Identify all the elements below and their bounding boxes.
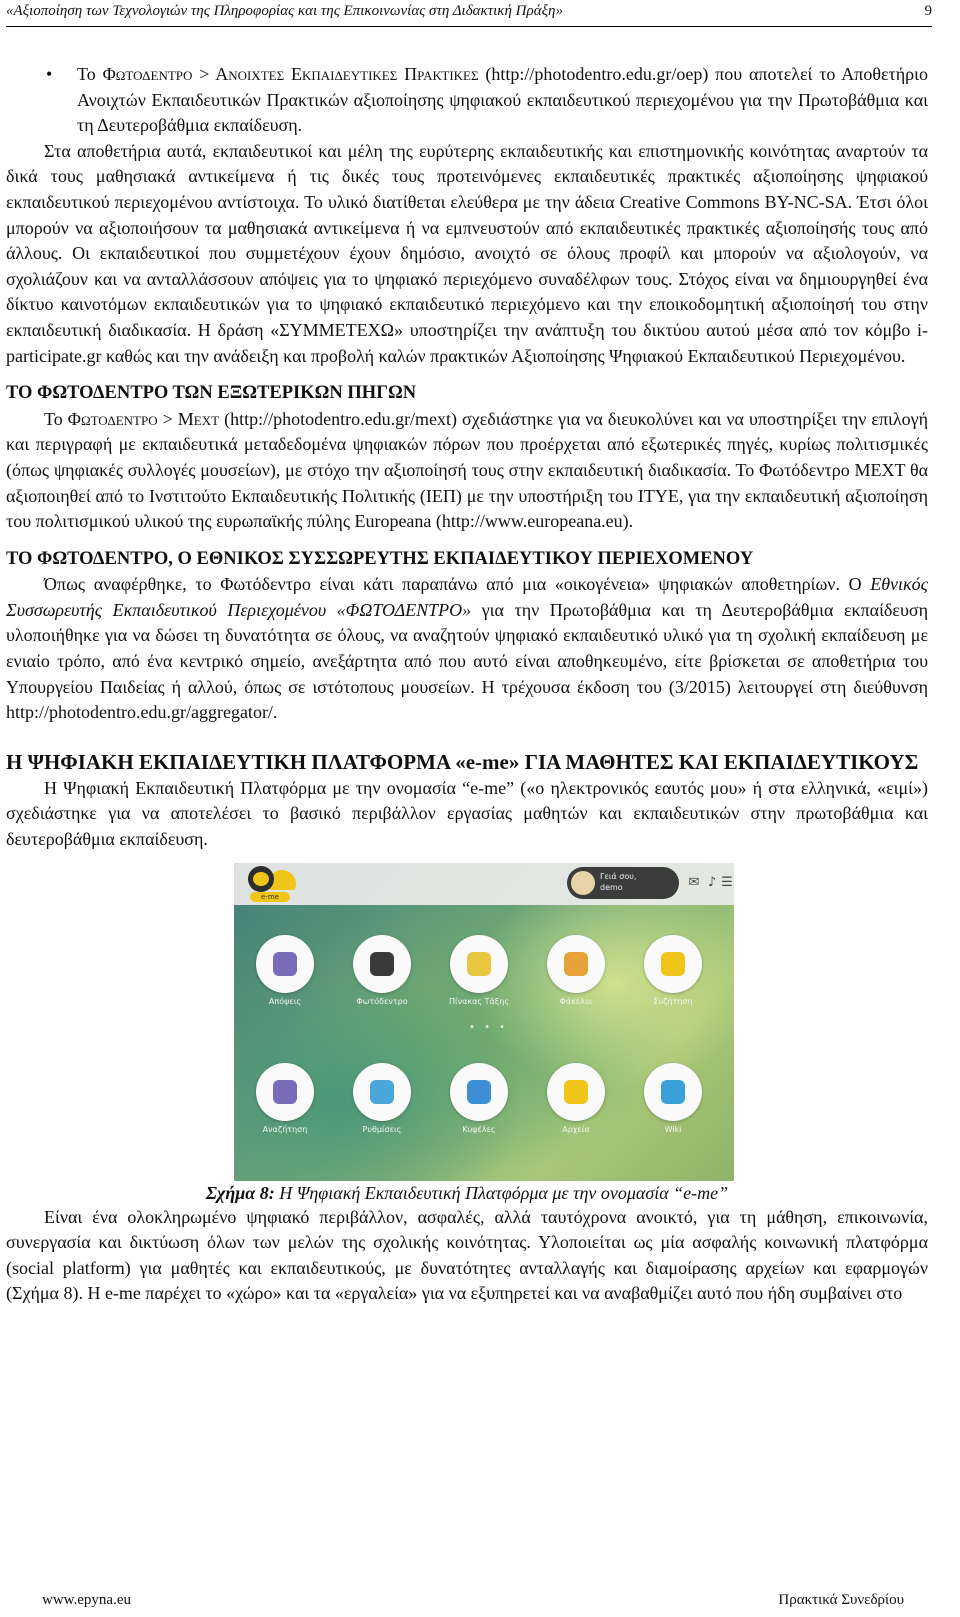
aggregator-italic-name: Εθνικός Συσσωρευτής Εκπαιδευτικού Περιεχομένου «ΦΩΤΟΔΕΝΤΡΟ» [6,574,928,620]
chat-icon [644,935,702,993]
app-tile[interactable] [640,935,706,1007]
aggregator-text-after: για την Πρωτοβάθμια και τη Δευτεροβάθμια εκπαίδευση υλοποιήθηκε για να δώσει τη δυνατότητα σε όλους, να αναζητούν ψηφιακό εκπαιδευτικό υλικό για τη σχολική εκπαίδευση με ενιαίο τρόπο, από ένα κεντρικό σημείο, ανεξάρτητα από που αυτό είναι αποθηκευμένο, είτε βρίσκεται σε αποθετήρια του Υπουργείου Παιδείας ή αλλού, όπως σε ιστότοπους μουσείων. Η τρέχουσα έκδοση του (3/2015) λειτουργεί στη διεύθυνση http://photodentro.edu.gr/aggregator/. [6,599,929,723]
app-tile[interactable] [640,1063,706,1135]
aggregator-text-before: Όπως αναφέρθηκε, το Φωτόδεντρο είναι κάτι παραπάνω από μια «οικογένεια» ψηφιακών αποθετηρίων. Ο [44,574,871,595]
app-tile-label: Απόψεις [268,996,302,1006]
bullet-item-oep [6,62,928,139]
app-tile[interactable] [349,1063,415,1135]
app-tile-label: Ρυθμίσεις [362,1124,402,1134]
app-tile-label: Φάκελοι [559,996,593,1006]
figure-caption [6,1181,928,1205]
page-content [6,62,928,1307]
app-tile[interactable] [349,935,415,1007]
app-tile-label: Συζήτηση [653,996,693,1006]
section-heading-eme: Η ΨΗΦΙΑΚΗ ΕΚΠΑΙΔΕΥΤΙΚΗ ΠΛΑΤΦΟΡΜΑ «e-me» ΓΙΑ ΜΑΘΗΤΕΣ ΚΑΙ ΕΚΠΑΙΔΕΥΤΙΚΟΥΣ [6,749,919,774]
paragraph-repositories: Στα αποθετήρια αυτά, εκπαιδευτικοί και μέλη της ευρύτερης εκπαιδευτικής και επιστημονικής κοινότητας αναρτούν τα δικά τους μαθησιακά αντικείμενα ή τις δικές τους προτεινόμενες εκπαιδευτικές πρακτικές αξιοποίησης ψηφιακού εκπαιδευτικού περιεχομένου αντίστοιχα. Το υλικό διατίθεται ελεύθερα με την άδεια Creative Commons BY-NC-SA. Έτσι όλοι μπορούν να αξιοποιήσουν τα μαθησιακά αντικείμενα ή να εμπνευστούν από εκπαιδευτικές πρακτικές αξιοποίησής τους από άλλους. Οι εκπαιδευτικοί που συμμετέχουν έχουν δημόσιο, ανοιχτό σε όλους προφίλ και μπορούν να αξιολογούν, να σχολιάζουν και να ανταλλάσσουν απόψεις για το ψηφιακό περιεχόμενο συναδέλφων τους. Στόχος είναι να δημιουργηθεί ένα δίκτυο καινοτόμων εκπαιδευτικών για το ψηφιακό εκπαιδευτικό περιεχόμενο και την εποικοδομητική αξιοποίησή του στην εκπαιδευτική διαδικασία. Η δράση «ΣΥΜΜΕΤΕΧΩ» υποστηρίζει την ανάπτυξη του δικτύου αυτού μέσα από τον κόμβο i-participate.gr καθώς και την ανάδειξη και προβολή καλών πρακτικών Αξιοποίησης Ψηφιακού Εκπαιδευτικού Περιεχομένου. [6,140,928,366]
footer-proceedings: Πρακτικά Συνεδρίου [778,1592,904,1608]
app-tile-label: Φωτόδεντρο [356,996,408,1006]
mail-icon[interactable]: ✉ [688,874,700,890]
bullet-text: (http://photodentro.edu.gr/oep) που αποτελεί το Αποθετήριο Ανοιχτών Εκπαιδευτικών Πρακτικών αξιοποίησης ψηφιακού εκπαιδευτικού περιεχομένου για την Πρωτοβάθμια και τη Δευτεροβάθμια εκπαίδευση. [77,64,928,136]
bell-icon[interactable]: ♪ [707,874,717,890]
app-tile-label: Κυψέλες [462,1124,496,1134]
mext-lead-caps: Φωτοδεντρο > Mext [67,408,220,429]
notes-icon [450,935,508,993]
user-greeting-box[interactable] [567,867,679,899]
avatar [571,871,595,895]
files-icon [547,1063,605,1121]
group-icon [256,935,314,993]
app-tile-label: Πίνακας Τάξης [448,996,510,1006]
pager-dots[interactable]: • • • [469,1021,509,1033]
tree-icon [353,935,411,993]
app-tile[interactable] [446,1063,512,1135]
greeting-text [600,871,636,893]
caption-label: Σχήμα 8: [205,1182,275,1203]
caption-text: Η Ψηφιακή Εκπαιδευτική Πλατφόρμα με την ονομασία “e-me” [274,1182,729,1203]
page-number: 9 [924,3,932,19]
eme-platform-screenshot [234,863,734,1181]
paragraph-final: Είναι ένα ολοκληρωμένο ψηφιακό περιβάλλον, ασφαλές, αλλά ταυτόχρονα ανοικτό, για τη μάθηση, επικοινωνία, συνεργασία και δικτύωση όλων των μελών της σχολικής κοινότητας. Υλοποιείται ως μία ασφαλής κοινωνική πλατφόρμα (social platform) για μαθητές και εκπαιδευτικούς, με δυνατότητες ανταλλαγής και διαμοίρασης αρχείων και εφαρμογών (Σχήμα 8). Η e-me παρέχει το «χώρο» και τα «εργαλεία» για να εξυπηρετεί και να αναβαθμίζει αυτό που ήδη συμβαίνει στο [6,1206,928,1304]
eme-logo [244,866,300,902]
eme-logo-text: e-me [250,892,290,902]
eme-top-bar [234,863,734,905]
app-tile[interactable] [252,935,318,1007]
app-tile-label: Αναζήτηση [262,1124,308,1134]
bullet-lead: Το [77,64,103,84]
app-tile[interactable] [543,935,609,1007]
app-tile[interactable] [543,1063,609,1135]
magnifier-icon [256,1063,314,1121]
settings-icon [353,1063,411,1121]
hive-icon [450,1063,508,1121]
greeting-line-2: demo [600,882,623,892]
paragraph-eme: Η Ψηφιακή Εκπαιδευτική Πλατφόρμα με την ονομασία “e-me” («ο ηλεκτρονικός εαυτός μου» ή στα ελληνικά, «ειμί») σχεδιάστηκε για να αποτελέσει το βασικό περιβάλλον εργασίας μαθητών και εκπαιδευτικών στην πρωτοβάθμια και δευτεροβάθμια εκπαίδευση. [6,777,928,850]
folder-icon [547,935,605,993]
section-heading-aggregator: ΤΟ ΦΩΤΟΔΕΝΤΡΟ, Ο ΕΘΝΙΚΟΣ ΣΥΣΣΩΡΕΥΤΗΣ ΕΚΠΑΙΔΕΥΤΙΚΟΥ ΠΕΡΙΕΧΟΜΕΝΟΥ [6,548,754,569]
page-footer [42,1590,904,1610]
bullet-symbol: • [46,64,53,84]
mext-text: (http://photodentro.edu.gr/mext) σχεδιάστηκε για να διευκολύνει και να υποστηρίξει την επιλογή και περιγραφή με εκπαιδευτικά μεταδεδομένα ψηφιακών πόρων που προέρχεται από εξωτερικές πηγές, κυρίως πολιτισμικές (όπως ψηφιακές συλλογές μουσείων), με στόχο την αξιοποίησή τους στην εκπαιδευτική διαδικασία. Το Φωτόδεντρο MEXT θα αξιοποιηθεί από το Ινστιτούτο Εκπαιδευτικής Πολιτικής (ΙΕΠ) με την υποστήριξη του ΙΤΥΕ, για την εκπαιδευτική αξιοποίηση του πολιτισμικού υλικού της ευρωπαϊκής πύλης Europeana (http://www.europeana.eu). [6,408,928,532]
app-tile-label: Wiki [664,1124,682,1134]
app-tile[interactable] [446,935,512,1007]
footer-website: www.epyna.eu [42,1592,131,1608]
running-title: «Αξιοποίηση των Τεχνολογιών της Πληροφορίας και της Επικοινωνίας στη Διδακτική Πράξη» [6,3,563,19]
greeting-line-1: Γειά σου, [600,871,637,881]
paragraph-mext [6,407,928,535]
running-header [6,0,932,27]
section-heading-mext: ΤΟ ΦΩΤΟΔΕΝΤΡΟ ΤΩΝ ΕΞΩΤΕΡΙΚΩΝ ΠΗΓΩΝ [6,383,417,404]
app-tile[interactable] [252,1063,318,1135]
bullet-lead-caps: Φωτοδεντρο > Ανοιχτες Εκπαιδευτικες Πρακτικες [102,64,479,84]
menu-icon[interactable]: ☰ [721,874,733,890]
mext-lead: Το [44,408,68,429]
paragraph-aggregator [6,572,928,726]
app-tile-label: Αρχεία [562,1124,590,1134]
wiki-icon [644,1063,702,1121]
